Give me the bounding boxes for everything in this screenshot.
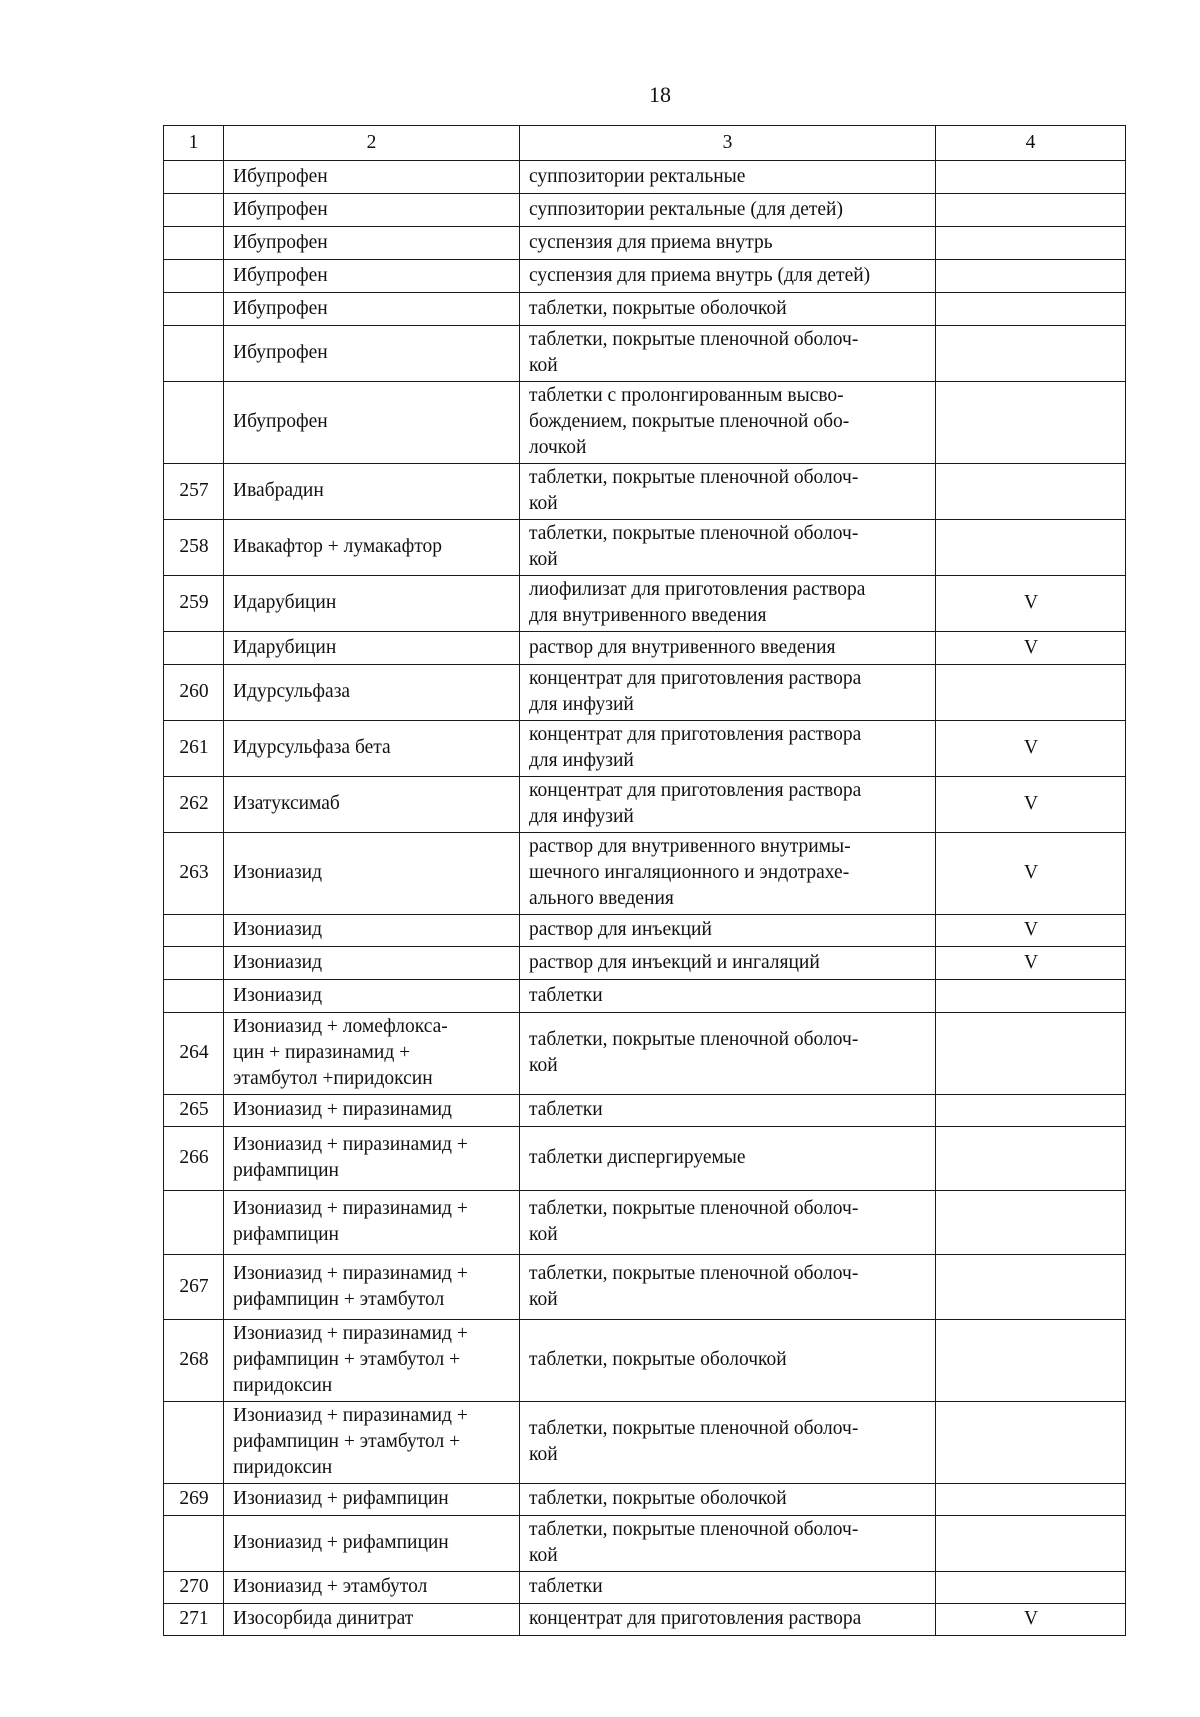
mark-cell bbox=[936, 382, 1126, 464]
drug-name-cell: Идурсульфаза bbox=[224, 665, 520, 721]
row-number-cell: 259 bbox=[164, 576, 224, 632]
dosage-form-cell: раствор для внутривенного введения bbox=[520, 632, 936, 665]
drug-name-cell: Ибупрофен bbox=[224, 260, 520, 293]
row-number-cell: 266 bbox=[164, 1127, 224, 1191]
table-header bbox=[164, 126, 1126, 161]
row-number-cell: 261 bbox=[164, 721, 224, 777]
row-number-cell: 268 bbox=[164, 1320, 224, 1402]
mark-cell bbox=[936, 1402, 1126, 1484]
row-number-cell: 263 bbox=[164, 833, 224, 915]
drug-name-cell: Изониазид + ломефлокса- цин + пиразинамид + этамбутол +пиридоксин bbox=[224, 1013, 520, 1095]
header-col-4: 4 bbox=[936, 126, 1126, 161]
row-number-cell bbox=[164, 382, 224, 464]
row-number-cell: 265 bbox=[164, 1095, 224, 1127]
drug-name-cell: Изатуксимаб bbox=[224, 777, 520, 833]
dosage-form-cell: таблетки диспергируемые bbox=[520, 1127, 936, 1191]
row-number-cell: 257 bbox=[164, 464, 224, 520]
dosage-form-cell: раствор для инъекций bbox=[520, 915, 936, 947]
drug-name-cell: Изониазид bbox=[224, 915, 520, 947]
header-col-1: 1 bbox=[164, 126, 224, 161]
row-number-cell: 267 bbox=[164, 1255, 224, 1320]
row-number-cell bbox=[164, 632, 224, 665]
dosage-form-cell: таблетки bbox=[520, 980, 936, 1013]
row-number-cell bbox=[164, 161, 224, 194]
row-number-cell: 262 bbox=[164, 777, 224, 833]
row-number-cell: 258 bbox=[164, 520, 224, 576]
drug-name-cell: Ибупрофен bbox=[224, 194, 520, 227]
drug-name-cell: Изониазид bbox=[224, 947, 520, 980]
drug-name-cell: Ибупрофен bbox=[224, 293, 520, 326]
dosage-form-cell: таблетки, покрытые пленочной оболоч- кой bbox=[520, 464, 936, 520]
row-number-cell bbox=[164, 1402, 224, 1484]
drug-name-cell: Изониазид + пиразинамид bbox=[224, 1095, 520, 1127]
row-number-cell: 270 bbox=[164, 1572, 224, 1604]
table-row bbox=[164, 1516, 1126, 1572]
drug-name-cell: Идарубицин bbox=[224, 576, 520, 632]
table-row bbox=[164, 227, 1126, 260]
row-number-cell bbox=[164, 947, 224, 980]
dosage-form-cell: таблетки, покрытые пленочной оболоч- кой bbox=[520, 1402, 936, 1484]
dosage-form-cell: суппозитории ректальные bbox=[520, 161, 936, 194]
mark-cell bbox=[936, 665, 1126, 721]
dosage-form-cell: концентрат для приготовления раствора для инфузий bbox=[520, 777, 936, 833]
table-row bbox=[164, 382, 1126, 464]
mark-cell bbox=[936, 1191, 1126, 1255]
table-row bbox=[164, 947, 1126, 980]
table-body bbox=[164, 161, 1126, 1636]
mark-cell bbox=[936, 464, 1126, 520]
header-col-3: 3 bbox=[520, 126, 936, 161]
mark-cell bbox=[936, 1516, 1126, 1572]
table-row bbox=[164, 161, 1126, 194]
dosage-form-cell: таблетки, покрытые пленочной оболоч- кой bbox=[520, 326, 936, 382]
page-number: 18 bbox=[649, 82, 671, 107]
row-number-cell bbox=[164, 326, 224, 382]
mark-cell bbox=[936, 293, 1126, 326]
mark-cell: V bbox=[936, 1604, 1126, 1636]
dosage-form-cell: таблетки, покрытые пленочной оболоч- кой bbox=[520, 1191, 936, 1255]
drug-name-cell: Изониазид bbox=[224, 980, 520, 1013]
table-row bbox=[164, 1320, 1126, 1402]
table-row bbox=[164, 293, 1126, 326]
table-row bbox=[164, 260, 1126, 293]
row-number-cell bbox=[164, 1191, 224, 1255]
row-number-cell bbox=[164, 194, 224, 227]
header-row bbox=[164, 126, 1126, 161]
drug-name-cell: Идарубицин bbox=[224, 632, 520, 665]
mark-cell: V bbox=[936, 777, 1126, 833]
mark-cell: V bbox=[936, 947, 1126, 980]
table-row bbox=[164, 777, 1126, 833]
row-number-cell bbox=[164, 980, 224, 1013]
drug-name-cell: Изониазид + этамбутол bbox=[224, 1572, 520, 1604]
dosage-form-cell: таблетки, покрытые оболочкой bbox=[520, 1320, 936, 1402]
row-number-cell: 264 bbox=[164, 1013, 224, 1095]
table-row bbox=[164, 1484, 1126, 1516]
dosage-form-cell: раствор для внутривенного внутримы- шечного ингаляционного и эндотрахе- ального введения bbox=[520, 833, 936, 915]
drug-name-cell: Ибупрофен bbox=[224, 326, 520, 382]
mark-cell bbox=[936, 1484, 1126, 1516]
dosage-form-cell: таблетки bbox=[520, 1572, 936, 1604]
drug-name-cell: Ибупрофен bbox=[224, 382, 520, 464]
header-col-2: 2 bbox=[224, 126, 520, 161]
row-number-cell bbox=[164, 915, 224, 947]
dosage-form-cell: суппозитории ректальные (для детей) bbox=[520, 194, 936, 227]
dosage-form-cell: лиофилизат для приготовления раствора для внутривенного введения bbox=[520, 576, 936, 632]
dosage-form-cell: концентрат для приготовления раствора bbox=[520, 1604, 936, 1636]
table-row bbox=[164, 665, 1126, 721]
drug-name-cell: Изониазид + рифампицин bbox=[224, 1516, 520, 1572]
mark-cell bbox=[936, 1572, 1126, 1604]
mark-cell bbox=[936, 326, 1126, 382]
table-row bbox=[164, 520, 1126, 576]
drug-name-cell: Ибупрофен bbox=[224, 227, 520, 260]
drug-name-cell: Изониазид + пиразинамид + рифампицин + этамбутол + пиридоксин bbox=[224, 1320, 520, 1402]
drug-table bbox=[163, 125, 1126, 1636]
drug-name-cell: Идурсульфаза бета bbox=[224, 721, 520, 777]
drug-name-cell: Изониазид bbox=[224, 833, 520, 915]
table-row bbox=[164, 632, 1126, 665]
mark-cell: V bbox=[936, 576, 1126, 632]
table-row bbox=[164, 915, 1126, 947]
mark-cell: V bbox=[936, 915, 1126, 947]
dosage-form-cell: раствор для инъекций и ингаляций bbox=[520, 947, 936, 980]
table-row bbox=[164, 1127, 1126, 1191]
mark-cell: V bbox=[936, 833, 1126, 915]
dosage-form-cell: концентрат для приготовления раствора для инфузий bbox=[520, 665, 936, 721]
dosage-form-cell: таблетки, покрытые пленочной оболоч- кой bbox=[520, 520, 936, 576]
dosage-form-cell: таблетки, покрытые пленочной оболоч- кой bbox=[520, 1013, 936, 1095]
row-number-cell bbox=[164, 293, 224, 326]
dosage-form-cell: таблетки с пролонгированным высво- бождением, покрытые пленочной обо- лочкой bbox=[520, 382, 936, 464]
table-row bbox=[164, 1013, 1126, 1095]
mark-cell bbox=[936, 1095, 1126, 1127]
drug-name-cell: Ивакафтор + лумакафтор bbox=[224, 520, 520, 576]
mark-cell: V bbox=[936, 721, 1126, 777]
table-row bbox=[164, 1095, 1126, 1127]
mark-cell bbox=[936, 194, 1126, 227]
row-number-cell: 260 bbox=[164, 665, 224, 721]
table-row bbox=[164, 980, 1126, 1013]
drug-name-cell: Изониазид + рифампицин bbox=[224, 1484, 520, 1516]
table-row bbox=[164, 833, 1126, 915]
table-row bbox=[164, 1255, 1126, 1320]
row-number-cell bbox=[164, 260, 224, 293]
mark-cell bbox=[936, 1320, 1126, 1402]
mark-cell bbox=[936, 520, 1126, 576]
dosage-form-cell: суспензия для приема внутрь bbox=[520, 227, 936, 260]
drug-name-cell: Изониазид + пиразинамид + рифампицин + этамбутол + пиридоксин bbox=[224, 1402, 520, 1484]
table-row bbox=[164, 576, 1126, 632]
table-row bbox=[164, 721, 1126, 777]
row-number-cell bbox=[164, 1516, 224, 1572]
drug-name-cell: Изониазид + пиразинамид + рифампицин + этамбутол bbox=[224, 1255, 520, 1320]
table-row bbox=[164, 1402, 1126, 1484]
drug-name-cell: Изосорбида динитрат bbox=[224, 1604, 520, 1636]
mark-cell: V bbox=[936, 632, 1126, 665]
dosage-form-cell: концентрат для приготовления раствора для инфузий bbox=[520, 721, 936, 777]
dosage-form-cell: суспензия для приема внутрь (для детей) bbox=[520, 260, 936, 293]
row-number-cell bbox=[164, 227, 224, 260]
table-row bbox=[164, 1191, 1126, 1255]
mark-cell bbox=[936, 1013, 1126, 1095]
mark-cell bbox=[936, 980, 1126, 1013]
dosage-form-cell: таблетки, покрытые пленочной оболоч- кой bbox=[520, 1255, 936, 1320]
drug-name-cell: Изониазид + пиразинамид + рифампицин bbox=[224, 1127, 520, 1191]
row-number-cell: 269 bbox=[164, 1484, 224, 1516]
dosage-form-cell: таблетки, покрытые оболочкой bbox=[520, 293, 936, 326]
table-row bbox=[164, 1604, 1126, 1636]
drug-name-cell: Ивабрадин bbox=[224, 464, 520, 520]
table-row bbox=[164, 464, 1126, 520]
drug-name-cell: Изониазид + пиразинамид + рифампицин bbox=[224, 1191, 520, 1255]
table-row bbox=[164, 194, 1126, 227]
mark-cell bbox=[936, 260, 1126, 293]
dosage-form-cell: таблетки, покрытые пленочной оболоч- кой bbox=[520, 1516, 936, 1572]
mark-cell bbox=[936, 1255, 1126, 1320]
row-number-cell: 271 bbox=[164, 1604, 224, 1636]
dosage-form-cell: таблетки, покрытые оболочкой bbox=[520, 1484, 936, 1516]
mark-cell bbox=[936, 227, 1126, 260]
drug-name-cell: Ибупрофен bbox=[224, 161, 520, 194]
mark-cell bbox=[936, 161, 1126, 194]
dosage-form-cell: таблетки bbox=[520, 1095, 936, 1127]
mark-cell bbox=[936, 1127, 1126, 1191]
table-row bbox=[164, 1572, 1126, 1604]
table-row bbox=[164, 326, 1126, 382]
